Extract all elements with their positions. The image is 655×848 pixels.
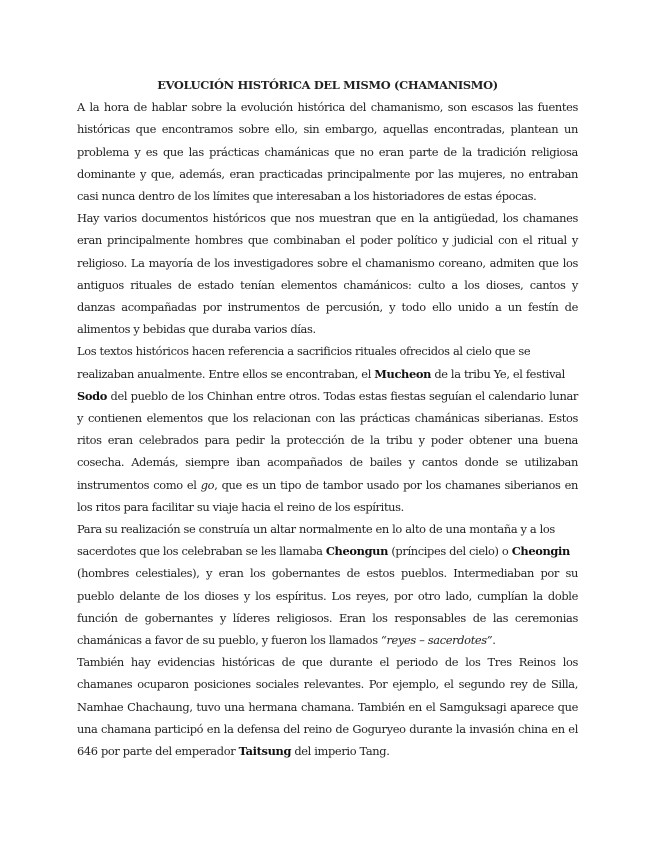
paragraph-7 bbox=[77, 651, 578, 762]
paragraph-7-text-a: También hay evidencias históricas de que durante el periodo de los Tres Reinos los chamanes ocuparon posiciones sociales relevantes. Por ejemplo, el segundo rey de Silla, Namhae Chachaung, tuvo una hermana chamana. También en el Samguksagi aparece que una chamana participó en la defensa del reino de Goguryeo durante la invasión china en el 646 por parte del emperador bbox=[77, 655, 578, 759]
paragraph-2: Hay varios documentos históricos que nos muestran que en la antigüedad, los chamanes eran principalmente hombres que combinaban el poder político y judicial con el ritual y religioso. La mayoría de los investigadores sobre el chamanismo coreano, admiten que los antiguos rituales de estado tenían elementos chamánicos: culto a los dioses, cantos y danzas acompañadas por instrumentos de percusión, y todo ello unido a un festín de alimentos y bebidas que duraba varios días. bbox=[77, 211, 578, 337]
paragraph-7-text-b: del imperio Tang. bbox=[291, 744, 390, 759]
paragraph-3-text-a: Los textos históricos hacen referencia a sacrificios rituales ofrecidos al cielo que se realizaban anualmente. Entre ellos se encontraban, el bbox=[77, 344, 531, 381]
term-sodo: Sodo bbox=[77, 388, 107, 403]
document-body bbox=[77, 74, 578, 762]
paragraph-6 bbox=[77, 562, 578, 651]
paragraph-4 bbox=[77, 385, 578, 518]
term-reyes-sacerdotes: “reyes – sacerdotes” bbox=[380, 633, 493, 648]
term-cheongin: Cheongin bbox=[511, 544, 570, 559]
paragraph-4-text-b: , que es un tipo de tambor usado por los chamanes siberianos en los ritos para facilitar su viaje hacia el reino de los espíritus. bbox=[77, 477, 578, 514]
term-cheongun: Cheongun bbox=[325, 544, 389, 559]
paragraph-6-text-a: (hombres celestiales), y eran los gobernantes de estos pueblos. Intermediaban por su pueblo delante de los dioses y los espíritus. Los reyes, por otro lado, cumplían la doble función de gobernantes y líderes religiosos. Eran los responsables de las ceremonias chamánicas a favor de su pueblo, y fueron los llamados bbox=[77, 566, 578, 648]
paragraph-5-text-b: (príncipes del cielo) o bbox=[388, 544, 512, 559]
paragraph-4-text-a: del pueblo de los Chinhan entre otros. Todas estas fiestas seguían el calendario lunar y contienen elementos que los relacionan con las prácticas chamánicas siberianas. Estos ritos eran celebrados para pedir la protección de la tribu y poder obtener una buena cosecha. Además, siempre iban acompañados de bailes y cantos donde se utilizaban instrumentos como el bbox=[77, 388, 578, 492]
paragraph-1: A la hora de hablar sobre la evolución histórica del chamanismo, son escasos las fuentes históricas que encontramos sobre ello, sin embargo, aquellas encontradas, plantean un problema y es que las prácticas chamánicas que no eran parte de la tradición religiosa dominante y que, además, eran practicadas principalmente por las mujeres, no entraban casi nunca dentro de los límites que interesaban a los historiadores de estas épocas. bbox=[77, 100, 578, 204]
paragraph-5-text-a: Para su realización se construía un altar normalmente en lo alto de una montaña y a los sacerdotes que los celebraban se les llamaba bbox=[77, 522, 555, 559]
paragraph-3 bbox=[77, 340, 578, 384]
paragraph-6-text-b: . bbox=[492, 633, 496, 648]
document-title: EVOLUCIÓN HISTÓRICA DEL MISMO (CHAMANISMO) bbox=[157, 78, 498, 92]
term-go: go bbox=[200, 477, 215, 492]
term-taitsung: Taitsung bbox=[238, 744, 292, 759]
paragraph-5 bbox=[77, 518, 578, 562]
term-mucheon: Mucheon bbox=[374, 366, 432, 381]
paragraph-3-text-b: de la tribu Ye, el festival bbox=[431, 366, 565, 381]
